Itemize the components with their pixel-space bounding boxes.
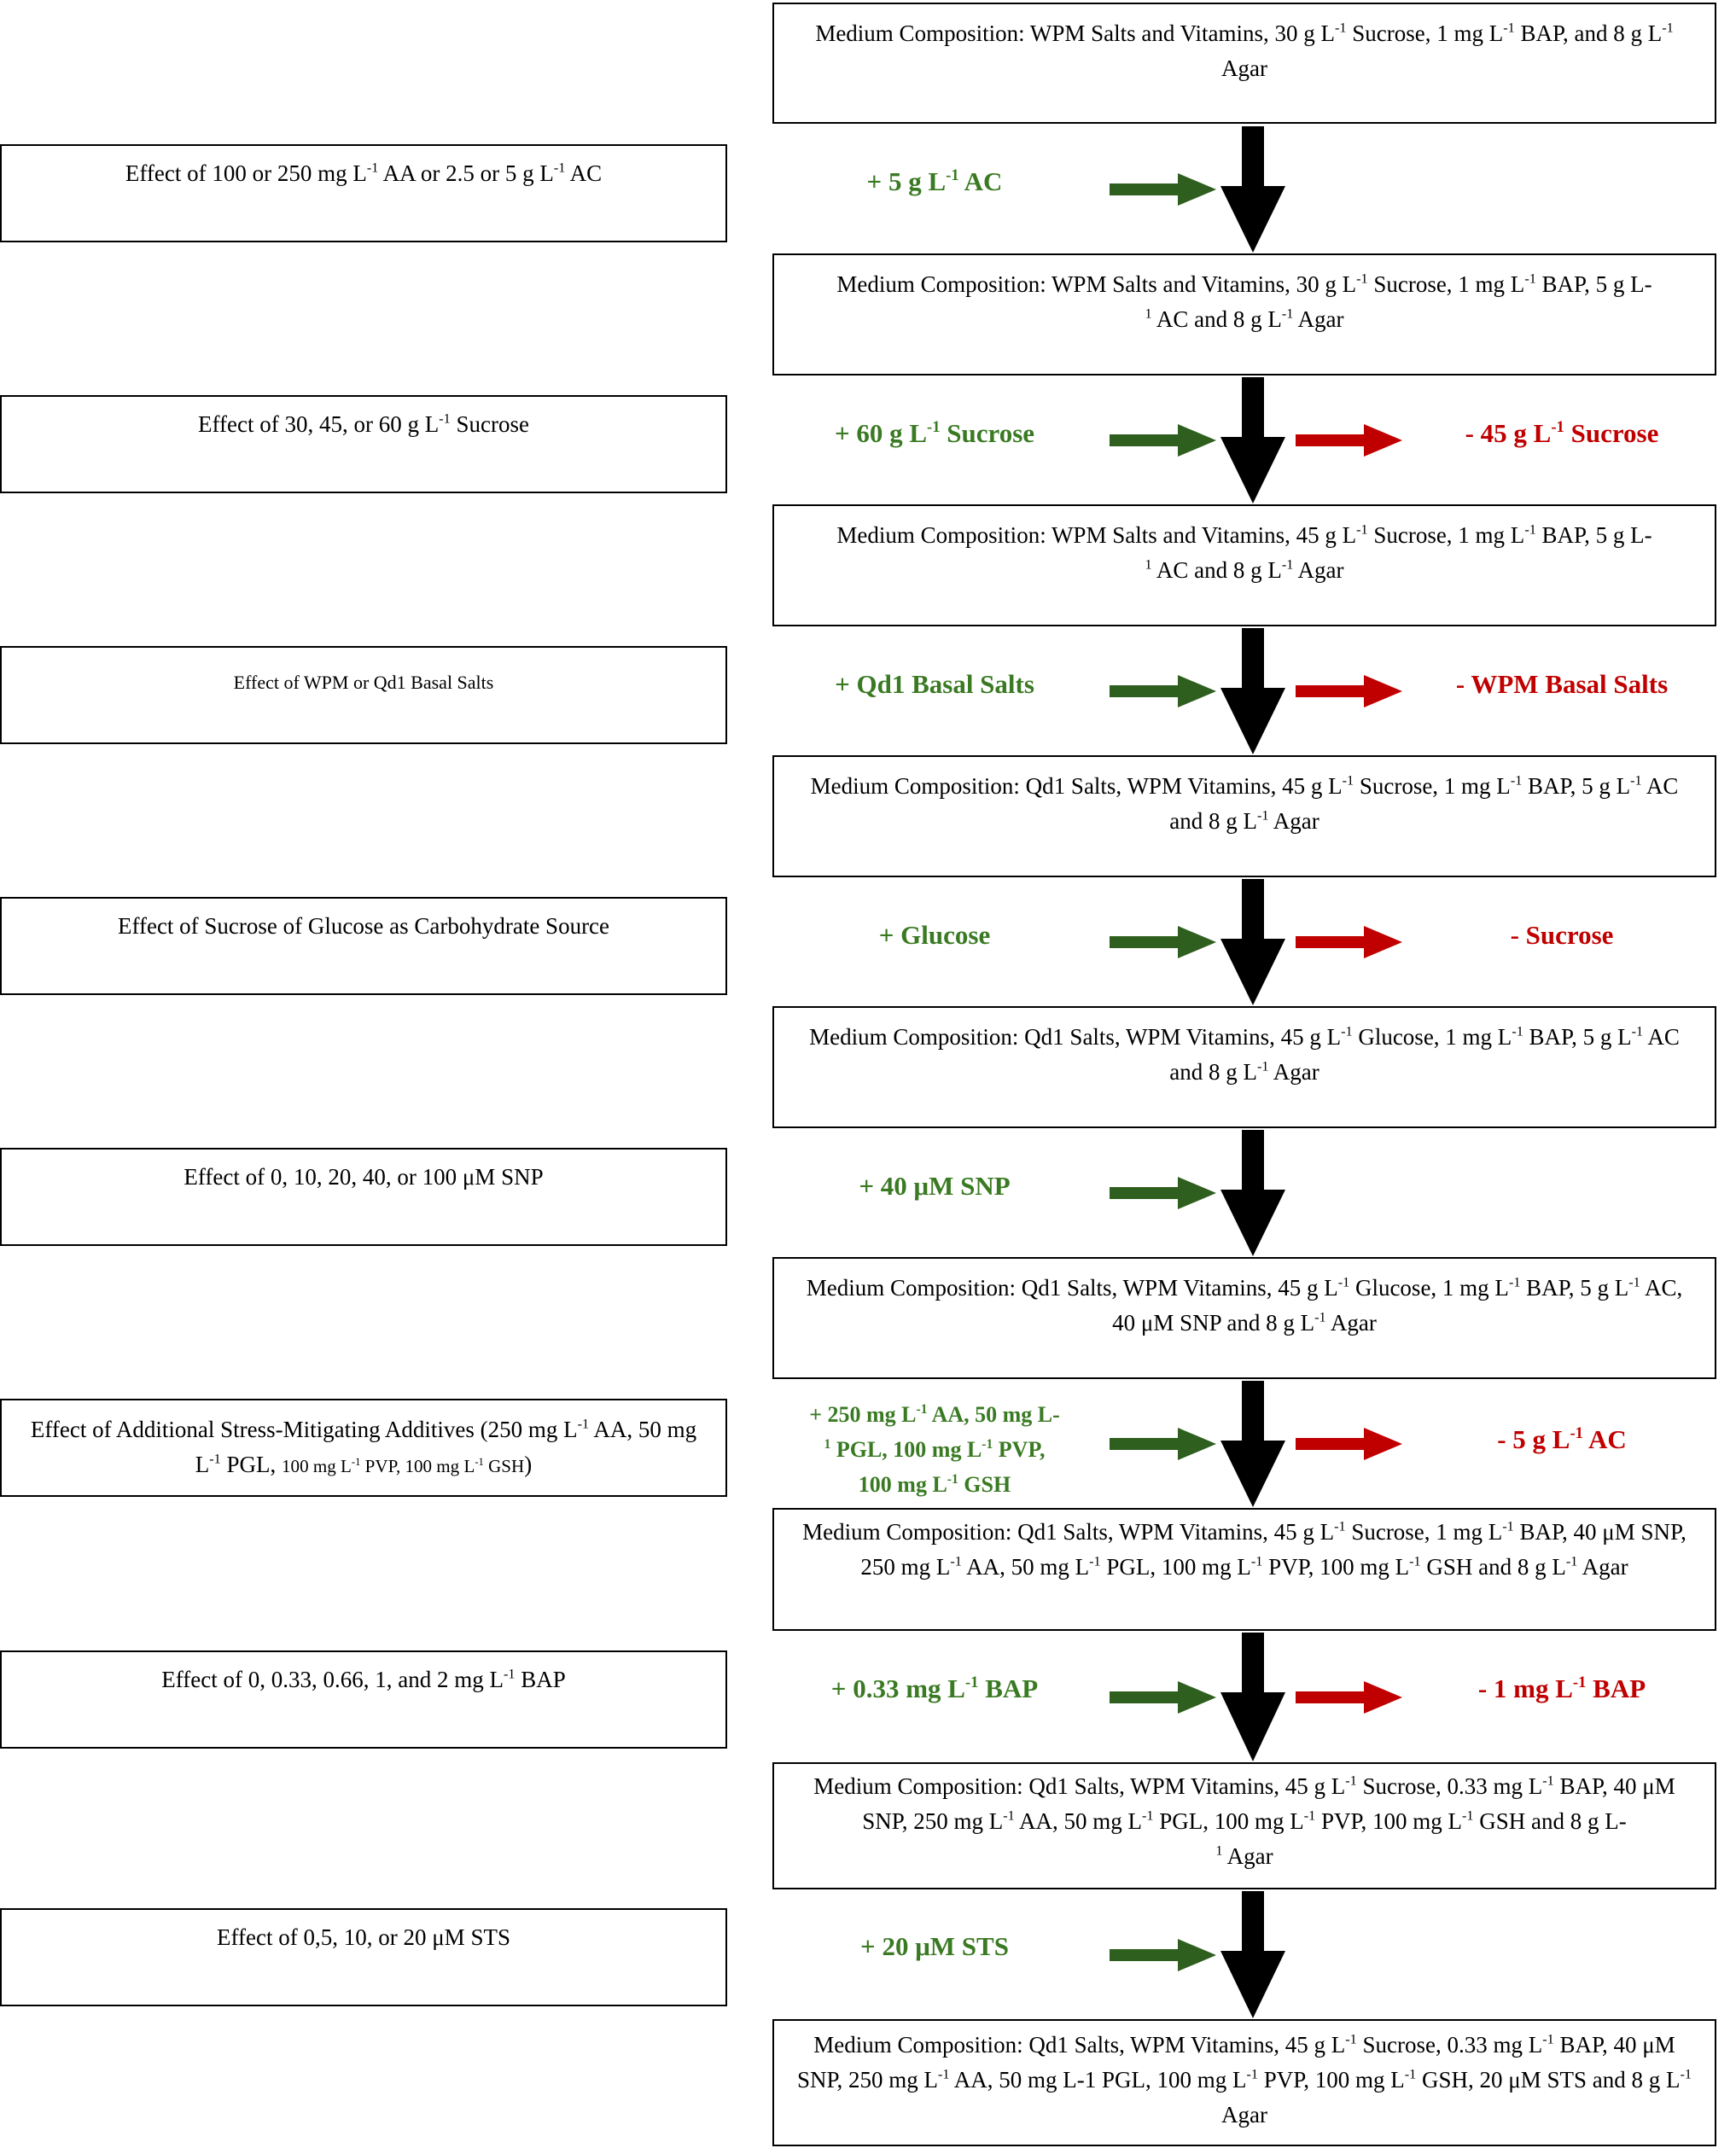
medium-composition-box-1: Medium Composition: WPM Salts and Vitamins, 30 g $L^{-1}$ Sucrose, 1 mg $L^{-1}$ BAP, 5 g L- $^1$ AC and 8 g $L^{-1}$ Agar	[772, 253, 1716, 375]
removed-label-2: - WPM Basal Salts	[1455, 669, 1669, 699]
removed-label-3: - Sucrose	[1510, 920, 1614, 950]
added-label-3: + Glucose	[878, 920, 991, 950]
down-arrow-0	[1220, 126, 1285, 253]
effect-box-1: Effect of 30, 45, or 60 g $L^{-1}$ Sucrose	[0, 395, 727, 493]
added-label-2: + Qd1 Basal Salts	[835, 669, 1034, 699]
medium-composition-box-6: Medium Composition: Qd1 Salts, WPM Vitamins, 45 g $L^{-1}$ Sucrose, 1 mg $L^{-1}$ BAP, 40 μM SNP, 250 mg $L^{-1}$ AA, 50 mg $L^{-1}$ PGL, 100 mg $L^{-1}$ PVP, 100 mg $L^{-1}$ GSH and 8 g $L^{-1}$ Agar	[772, 1508, 1716, 1631]
effect-box-0: Effect of 100 or 250 mg $L^{-1}$ AA or 2.5 or 5 g $L^{-1}$ AC	[0, 144, 727, 242]
added-label-4: + 40 μM SNP	[859, 1171, 1011, 1201]
down-arrow-1	[1220, 377, 1285, 504]
removed-label-1: - 45 g $L^{-1}$ Sucrose	[1465, 417, 1659, 448]
green-arrow-4	[1110, 1177, 1216, 1209]
added-label-5: + 250 mg $L^{-1}$ AA, 50 mg L- $^1$ PGL, 100 mg $L^{-1}$ PVP, 100 mg $L^{-1}$ GSH	[809, 1401, 1060, 1497]
added-label-6: + 0.33 mg $L^{-1}$ BAP	[830, 1673, 1039, 1703]
removed-label-5: - 5 g $L^{-1}$ AC	[1497, 1423, 1627, 1454]
red-arrow-6	[1296, 1681, 1402, 1714]
medium-composition-box-0: Medium Composition: WPM Salts and Vitamins, 30 g $L^{-1}$ Sucrose, 1 mg $L^{-1}$ BAP, and 8 g $L^{-1}$ Agar	[772, 3, 1716, 124]
added-label-7: + 20 μM STS	[860, 1931, 1009, 1961]
effect-box-6: Effect of 0, 0.33, 0.66, 1, and 2 mg $L^{-1}$ BAP	[0, 1650, 727, 1749]
down-arrow-4	[1220, 1130, 1285, 1256]
medium-composition-box-5: Medium Composition: Qd1 Salts, WPM Vitamins, 45 g $L^{-1}$ Glucose, 1 mg $L^{-1}$ BAP, 5 g $L^{-1}$ AC, 40 μM SNP and 8 g $L^{-1}$ Agar	[772, 1257, 1716, 1379]
down-arrow-6	[1220, 1633, 1285, 1761]
removed-label-6: - 1 mg $L^{-1}$ BAP	[1477, 1673, 1646, 1703]
green-arrow-2	[1110, 675, 1216, 707]
medium-composition-box-2: Medium Composition: WPM Salts and Vitamins, 45 g $L^{-1}$ Sucrose, 1 mg $L^{-1}$ BAP, 5 g L- $^1$ AC and 8 g $L^{-1}$ Agar	[772, 504, 1716, 626]
red-arrow-2	[1296, 675, 1402, 707]
green-arrow-6	[1110, 1681, 1216, 1714]
effect-box-3: Effect of Sucrose of Glucose as Carbohydrate Source	[0, 897, 727, 995]
green-arrow-3	[1110, 926, 1216, 958]
added-label-0: + 5 g $L^{-1}$ AC	[866, 166, 1003, 196]
green-arrow-1	[1110, 424, 1216, 457]
down-arrow-2	[1220, 628, 1285, 754]
green-arrow-7	[1110, 1939, 1216, 1971]
red-arrow-3	[1296, 926, 1402, 958]
effect-box-4: Effect of 0, 10, 20, 40, or 100 μM SNP	[0, 1148, 727, 1246]
red-arrow-5	[1296, 1428, 1402, 1460]
down-arrow-5	[1220, 1381, 1285, 1507]
down-arrow-3	[1220, 879, 1285, 1005]
medium-composition-box-3: Medium Composition: Qd1 Salts, WPM Vitamins, 45 g $L^{-1}$ Sucrose, 1 mg $L^{-1}$ BAP, 5 g $L^{-1}$ AC and 8 g $L^{-1}$ Agar	[772, 755, 1716, 877]
medium-composition-box-8: Medium Composition: Qd1 Salts, WPM Vitamins, 45 g $L^{-1}$ Sucrose, 0.33 mg $L^{-1}$ BAP, 40 μM SNP, 250 mg $L^{-1}$ AA, 50 mg L-1 PGL, 100 mg $L^{-1}$ PVP, 100 mg $L^{-1}$ GSH, 20 μM STS and 8 g $L^{-1}$ Agar	[772, 2019, 1716, 2146]
red-arrow-1	[1296, 424, 1402, 457]
green-arrow-5	[1110, 1428, 1216, 1460]
effect-box-2: Effect of WPM or Qd1 Basal Salts	[0, 646, 727, 744]
down-arrow-7	[1220, 1891, 1285, 2018]
medium-composition-box-4: Medium Composition: Qd1 Salts, WPM Vitamins, 45 g $L^{-1}$ Glucose, 1 mg $L^{-1}$ BAP, 5 g $L^{-1}$ AC and 8 g $L^{-1}$ Agar	[772, 1006, 1716, 1128]
added-label-1: + 60 g $L^{-1}$ Sucrose	[834, 417, 1035, 448]
green-arrow-0	[1110, 173, 1216, 206]
effect-box-5: Effect of Additional Stress-Mitigating Additives (250 mg $L^{-1}$ AA, 50 mg $L^{-1}$ PGL, 100 mg $L^{-1}$ PVP, 100 mg $L^{-1}$ GSH)	[0, 1399, 727, 1497]
effect-box-7: Effect of 0,5, 10, or 20 μM STS	[0, 1908, 727, 2006]
medium-composition-box-7: Medium Composition: Qd1 Salts, WPM Vitamins, 45 g $L^{-1}$ Sucrose, 0.33 mg $L^{-1}$ BAP, 40 μM SNP, 250 mg $L^{-1}$ AA, 50 mg $L^{-1}$ PGL, 100 mg $L^{-1}$ PVP, 100 mg $L^{-1}$ GSH and 8 g L- $^1$ Agar	[772, 1762, 1716, 1889]
